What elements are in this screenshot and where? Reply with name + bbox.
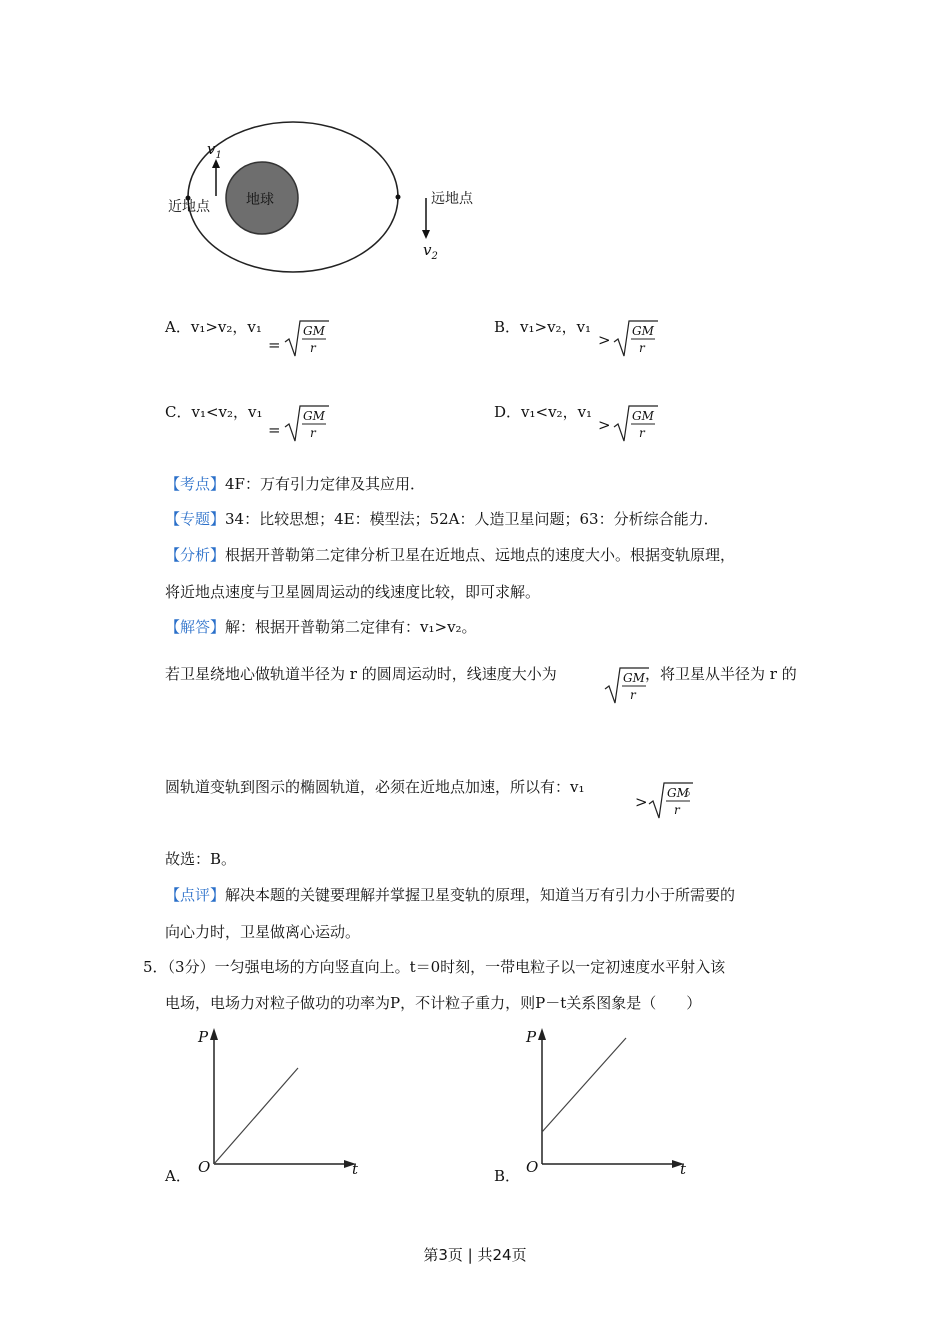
option-d-letter: D． xyxy=(494,403,522,421)
svg-text:r: r xyxy=(674,803,680,817)
v1-label: $v_1$ xyxy=(207,140,222,161)
option-a[interactable] xyxy=(165,316,262,337)
dianping-line-1 xyxy=(165,885,735,905)
graph-a[interactable] xyxy=(190,1022,370,1182)
graph-a-letter: A． xyxy=(165,1167,191,1185)
graph-b[interactable] xyxy=(518,1022,698,1182)
svg-text:GM: GM xyxy=(667,786,689,800)
graph-b-letter: B． xyxy=(494,1167,521,1185)
option-a-sqrt xyxy=(283,318,331,360)
solution-line-b-end: 。 xyxy=(685,780,701,798)
question5-number: 5． xyxy=(143,958,168,976)
fenxi-line-2: 将近地点速度与卫星圆周运动的线速度比较，即可求解。 xyxy=(165,583,541,601)
jieda-line xyxy=(165,617,477,637)
graph-b-y-arrowhead xyxy=(538,1028,546,1040)
option-b-text: v₁>v₂，v₁ xyxy=(520,318,592,336)
graph-a-line xyxy=(214,1068,298,1164)
page-footer: 第3页 | 共24页 xyxy=(423,1246,527,1264)
option-b-sqrt xyxy=(612,318,660,360)
question5-text-1: （3分）一匀强电场的方向竖直向上。t＝0时刻，一带电粒子以一定初速度水平射入该 xyxy=(167,958,726,976)
fenxi-line-1 xyxy=(165,545,735,565)
graph-a-y-arrowhead xyxy=(210,1028,218,1040)
svg-text:r: r xyxy=(630,688,636,702)
kaodian-line xyxy=(165,474,425,494)
graph-b-x-label: t xyxy=(680,1160,687,1178)
fenxi-text-1: 根据开普勒第二定律分析卫星在近地点、远地点的速度大小。根据变轨原理， xyxy=(225,546,736,564)
graph-b-line xyxy=(542,1038,626,1132)
dianping-text-1: 解决本题的关键要理解并掌握卫星变轨的原理，知道当万有引力小于所需要的 xyxy=(225,886,736,904)
apogee-label: 远地点 xyxy=(431,191,473,207)
kaodian-tag: 【考点】 xyxy=(165,475,226,493)
earth-label: 地球 xyxy=(246,192,274,208)
jieda-tag: 【解答】 xyxy=(165,618,226,636)
svg-text:r: r xyxy=(639,426,645,440)
zhuanti-tag: 【专题】 xyxy=(165,510,226,528)
svg-text:GM: GM xyxy=(632,409,654,423)
dianping-line-2: 向心力时，卫星做离心运动。 xyxy=(165,923,361,941)
graph-a-y-label: P xyxy=(198,1028,209,1046)
fenxi-tag: 【分析】 xyxy=(165,546,226,564)
svg-text:r: r xyxy=(639,341,645,355)
dianping-tag: 【点评】 xyxy=(165,886,226,904)
svg-text:GM: GM xyxy=(303,324,325,338)
solution-line-b-start: 圆轨道变轨到图示的椭圆轨道，必须在近地点加速，所以有：v₁ xyxy=(165,778,585,796)
option-c-sqrt xyxy=(283,403,331,445)
answer-line: 故选：B。 xyxy=(165,850,237,868)
svg-text:r: r xyxy=(310,426,316,440)
option-a-cmp: = xyxy=(268,336,281,354)
svg-text:GM: GM xyxy=(632,324,654,338)
solution-line-a-end: ，将卫星从半径为 r 的 xyxy=(645,665,797,683)
option-a-text: v₁>v₂，v₁ xyxy=(190,318,262,336)
v2-arrowhead xyxy=(422,230,430,239)
orbit-diagram xyxy=(150,110,510,290)
option-a-letter: A． xyxy=(165,318,191,336)
question5-line-2: 电场，电场力对粒子做功的功率为P，不计粒子重力，则P－t关系图象是（ ） xyxy=(165,994,702,1012)
solution-line-a-sqrt xyxy=(603,665,651,707)
zhuanti-line xyxy=(165,509,719,529)
svg-text:r: r xyxy=(310,341,316,355)
option-b[interactable] xyxy=(494,316,591,337)
svg-text:GM: GM xyxy=(303,409,325,423)
svg-text:GM: GM xyxy=(623,671,645,685)
graph-b-origin: O xyxy=(526,1158,539,1176)
option-d[interactable] xyxy=(494,401,592,422)
option-b-cmp: > xyxy=(598,331,611,349)
option-d-sqrt xyxy=(612,403,660,445)
kaodian-text: 4F：万有引力定律及其应用． xyxy=(225,475,425,493)
apogee-point xyxy=(396,195,401,200)
graph-a-origin: O xyxy=(198,1158,211,1176)
solution-line-b-cmp: > xyxy=(635,793,648,811)
perigee-label: 近地点 xyxy=(168,199,210,215)
option-b-letter: B． xyxy=(494,318,521,336)
option-d-text: v₁<v₂，v₁ xyxy=(521,403,593,421)
option-c-letter: C． xyxy=(165,403,192,421)
graph-b-y-label: P xyxy=(526,1028,537,1046)
zhuanti-text: 34：比较思想；4E：模型法；52A：人造卫星问题；63：分析综合能力． xyxy=(225,510,719,528)
question5-line-1 xyxy=(143,957,725,977)
solution-line-a-start: 若卫星绕地心做轨道半径为 r 的圆周运动时，线速度大小为 xyxy=(165,665,557,683)
option-c-cmp: = xyxy=(268,421,281,439)
graph-a-x-label: t xyxy=(352,1160,359,1178)
v2-label: $v_2$ xyxy=(423,241,438,262)
option-c[interactable] xyxy=(165,401,263,422)
jieda-text: 解：根据开普勒第二定律有：v₁>v₂。 xyxy=(225,618,477,636)
option-d-cmp: > xyxy=(598,416,611,434)
option-c-text: v₁<v₂，v₁ xyxy=(191,403,263,421)
